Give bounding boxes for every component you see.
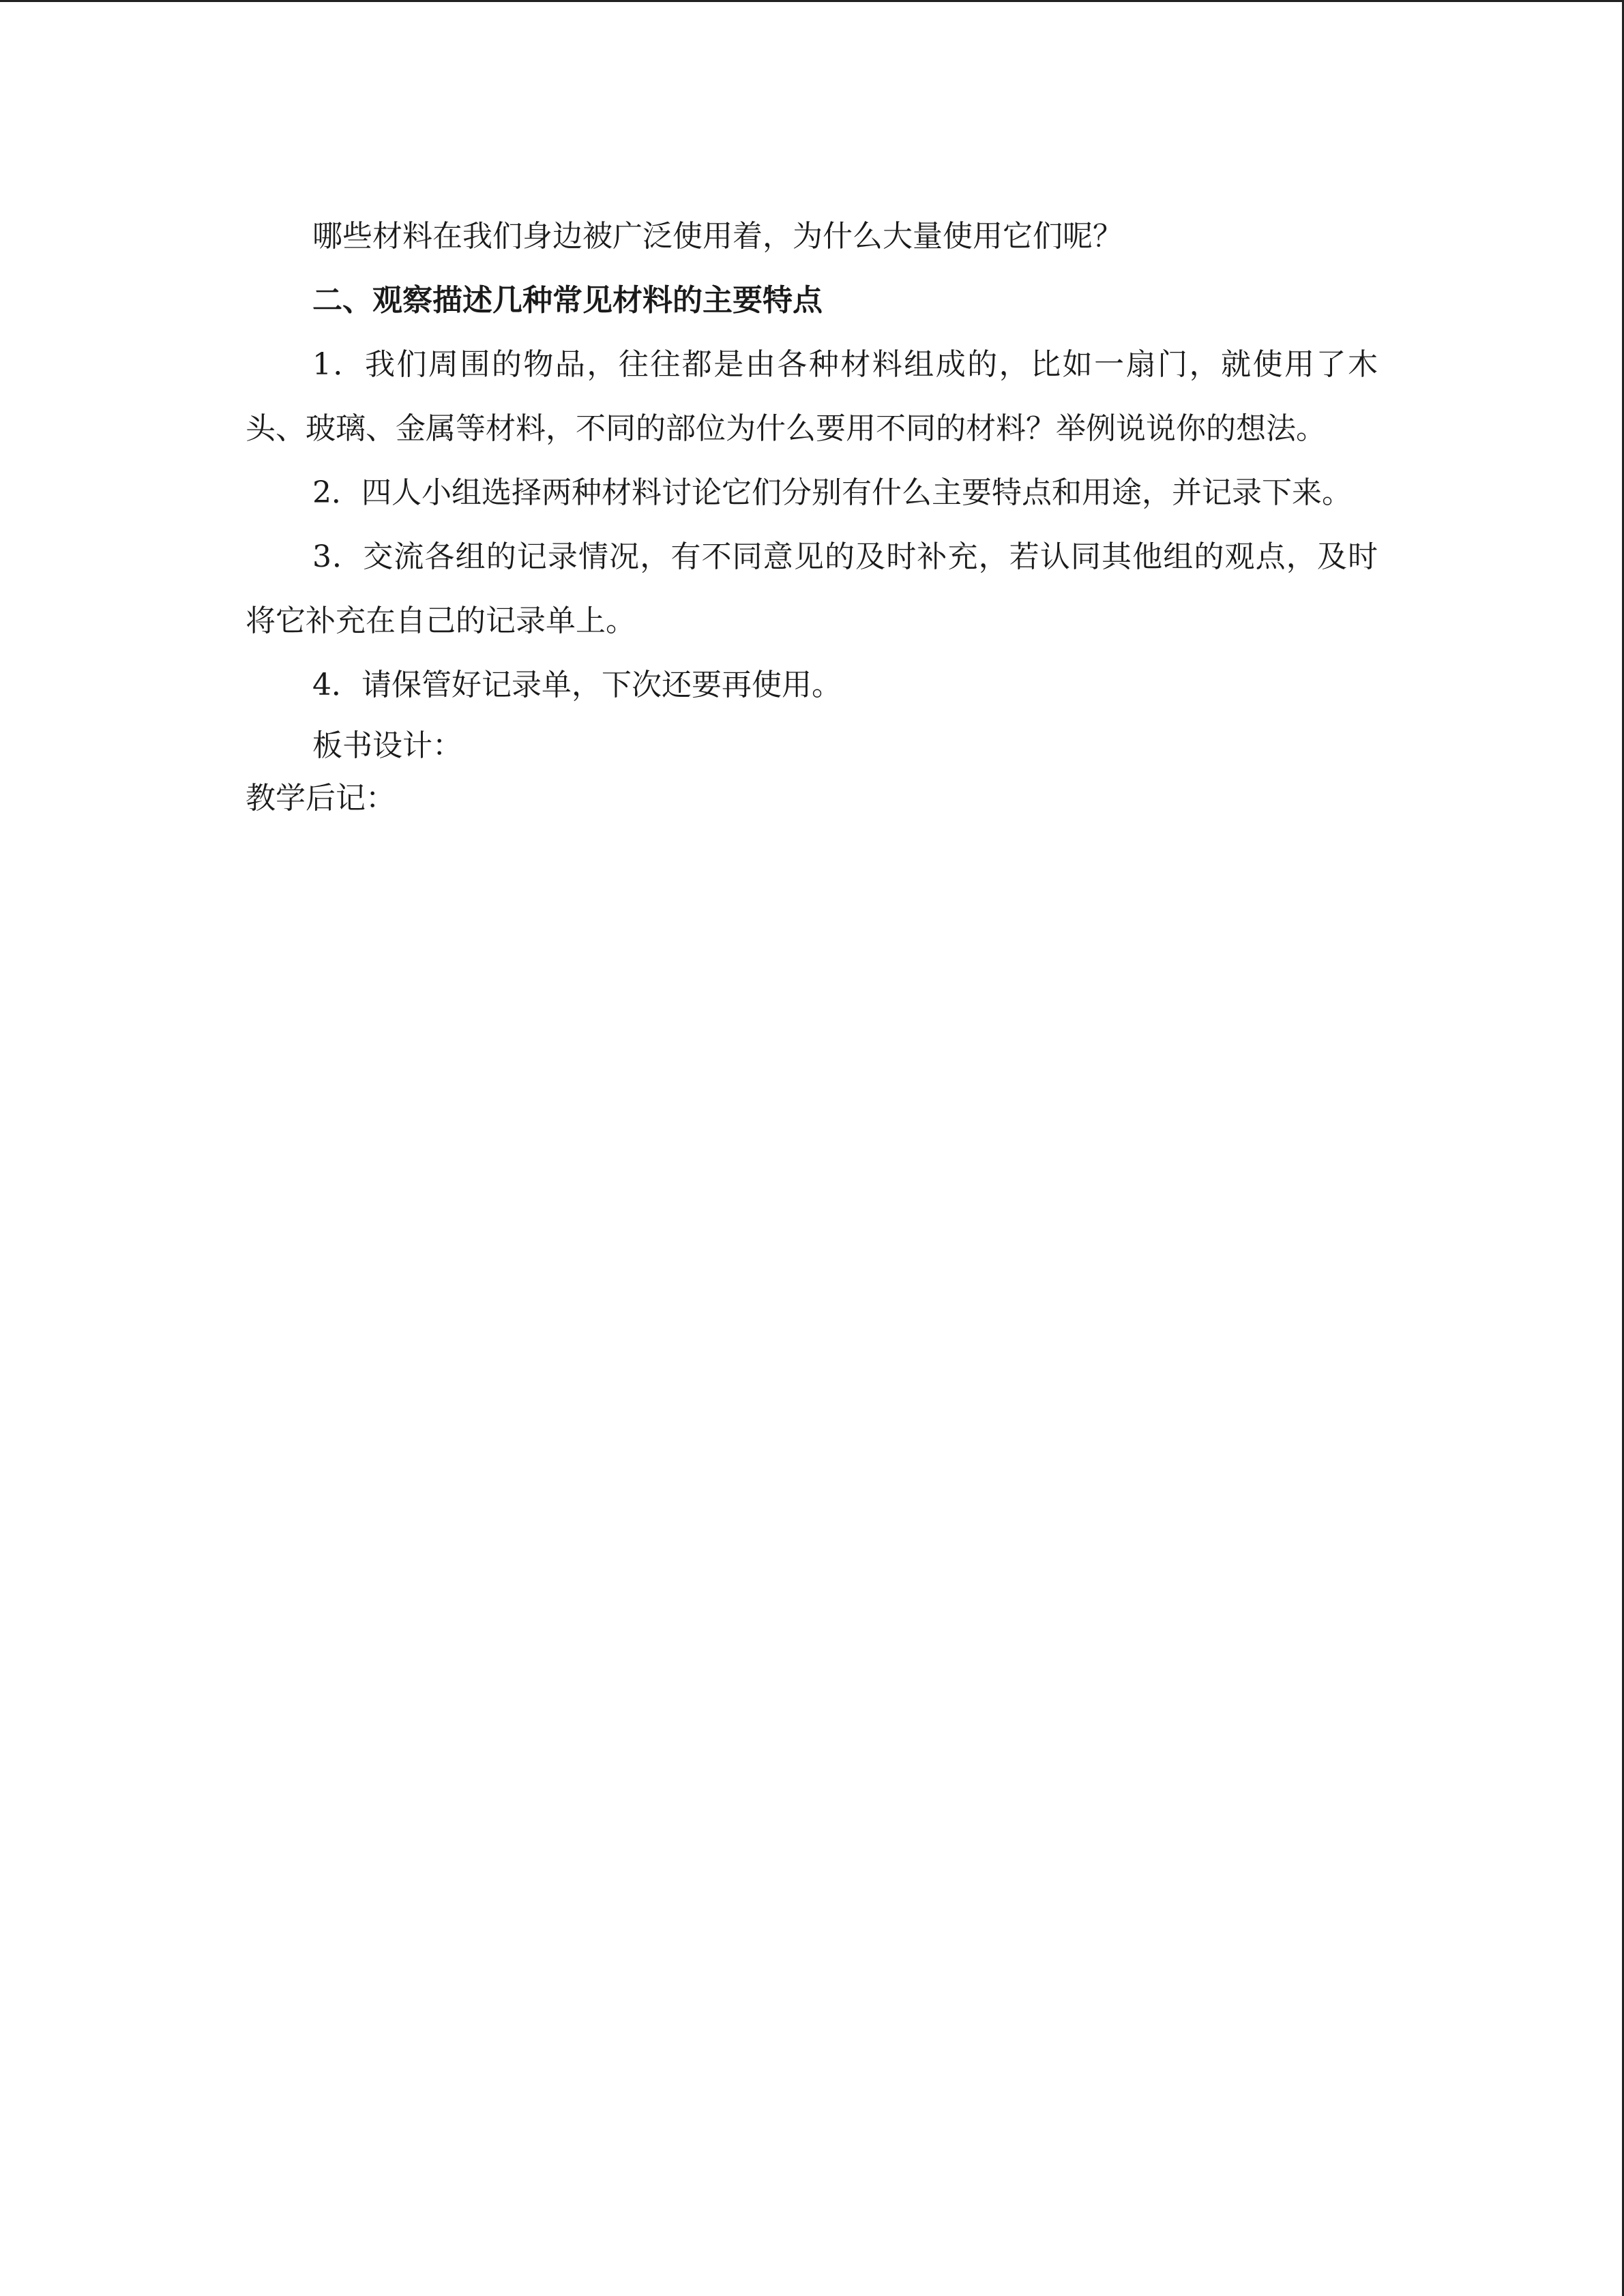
list-item-3: 3．交流各组的记录情况，有不同意见的及时补充，若认同其他组的观点，及时将它补充在自己的记录单上。 xyxy=(246,539,1378,638)
list-item-2: 2．四人小组选择两种材料讨论它们分别有什么主要特点和用途，并记录下来。 xyxy=(312,475,1352,510)
page-border-top xyxy=(0,0,1624,2)
intro-question: 哪些材料在我们身边被广泛使用着，为什么大量使用它们呢？ xyxy=(312,219,1123,254)
board-design-label: 板书设计： xyxy=(312,728,462,763)
teaching-notes-label: 教学后记： xyxy=(246,781,396,816)
list-item-1: 1．我们周围的物品，往往都是由各种材料组成的，比如一扇门，就使用了木头、玻璃、金属等材料，不同的部位为什么要用不同的材料？举例说说你的想法。 xyxy=(246,347,1378,446)
document-body xyxy=(246,205,1378,822)
list-item-4: 4．请保管好记录单，下次还要再使用。 xyxy=(312,668,842,702)
section-heading: 二、观察描述几种常见材料的主要特点 xyxy=(312,283,823,318)
